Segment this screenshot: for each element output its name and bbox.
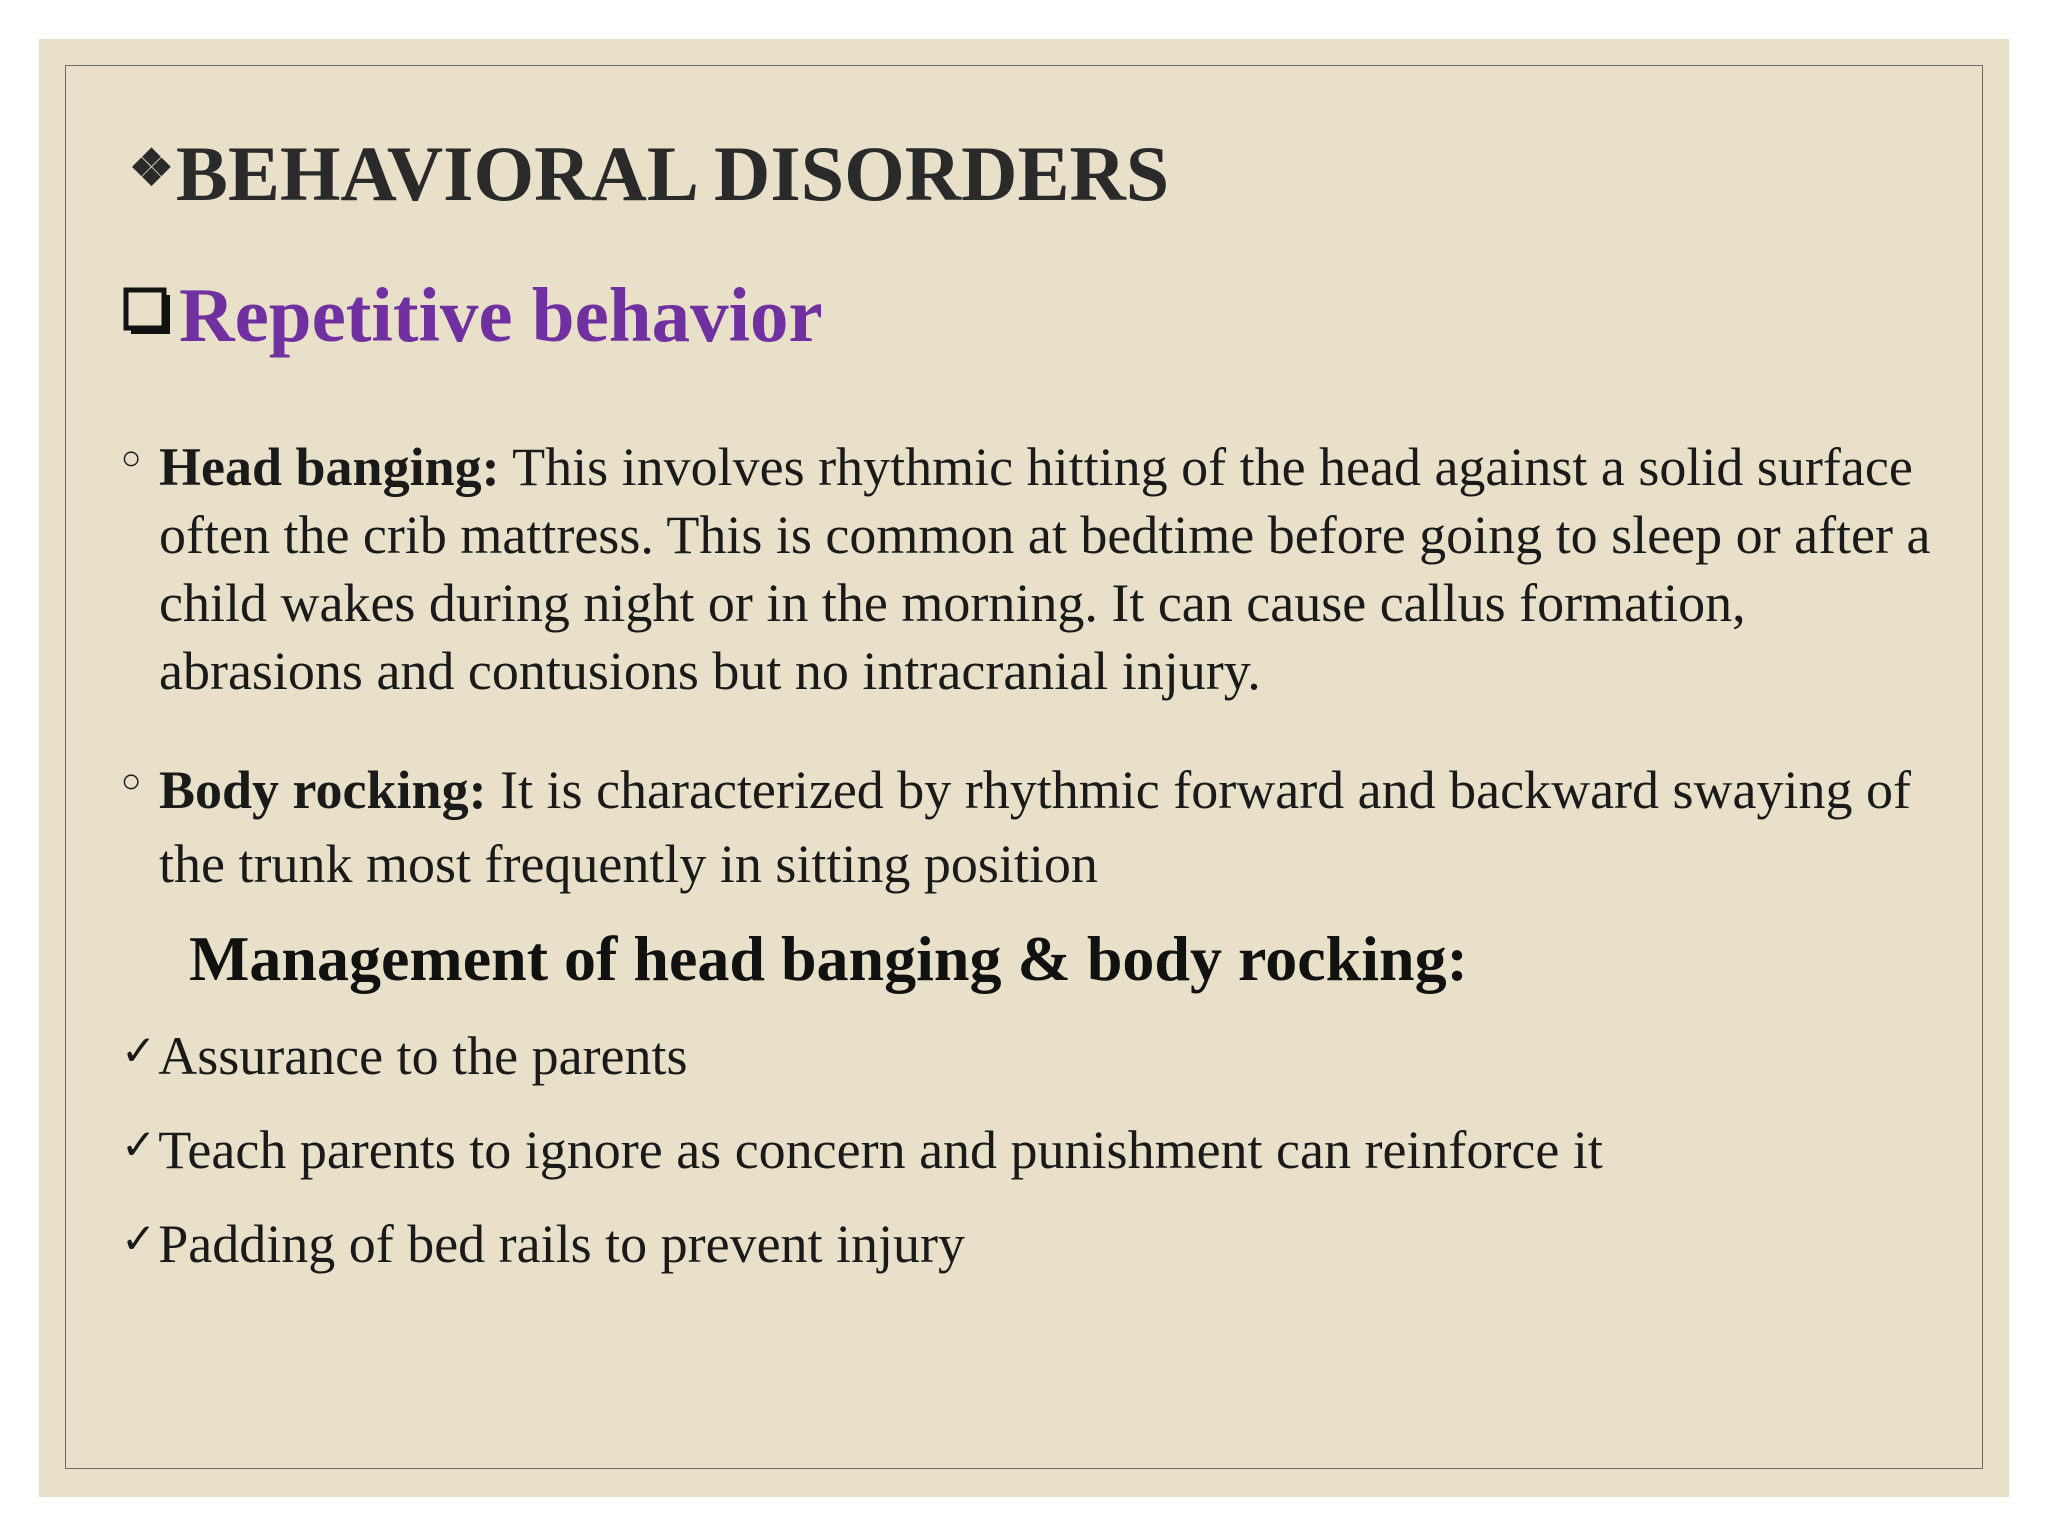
slide — [39, 39, 2009, 1497]
management-item — [121, 1214, 966, 1274]
subtitle-text: Repetitive behavior — [179, 272, 823, 358]
body-rocking-term: Body rocking: — [159, 760, 487, 820]
management-item-text: Padding of bed rails to prevent injury — [158, 1214, 966, 1274]
head-banging-text: This involves rhythmic hitting of the head against a solid surface often the crib mattress. This is common at bedtime before going to sleep or after a child wakes during night or in the morning. It can cause callus formation, abrasions and contusions but no intracranial injury. — [159, 437, 1931, 701]
slide-title — [129, 130, 1170, 217]
management-item — [121, 1026, 688, 1086]
checkmark-icon: ✓ — [121, 1028, 157, 1075]
circle-bullet-icon: ○ — [121, 440, 142, 477]
checkmark-icon: ✓ — [121, 1122, 157, 1169]
management-heading: Management of head banging & body rocking: — [189, 923, 1468, 994]
management-item-text: Teach parents to ignore as concern and punishment can reinforce it — [158, 1120, 1603, 1180]
slide-subtitle — [123, 272, 823, 358]
management-item-text: Assurance to the parents — [158, 1026, 688, 1086]
head-banging-term: Head banging: — [159, 437, 500, 497]
square-bullet-icon — [123, 287, 175, 339]
body-rocking-paragraph — [121, 753, 1949, 901]
body-rocking-text: It is characterized by rhythmic forward and backward swaying of the trunk most frequently in sitting position — [159, 760, 1911, 894]
head-banging-paragraph — [121, 433, 1949, 705]
diamond-bullet-icon: ❖ — [129, 140, 174, 196]
management-item — [121, 1120, 1603, 1180]
checkmark-icon: ✓ — [121, 1216, 157, 1263]
title-text: BEHAVIORAL DISORDERS — [175, 130, 1170, 217]
circle-bullet-icon: ○ — [121, 763, 142, 800]
